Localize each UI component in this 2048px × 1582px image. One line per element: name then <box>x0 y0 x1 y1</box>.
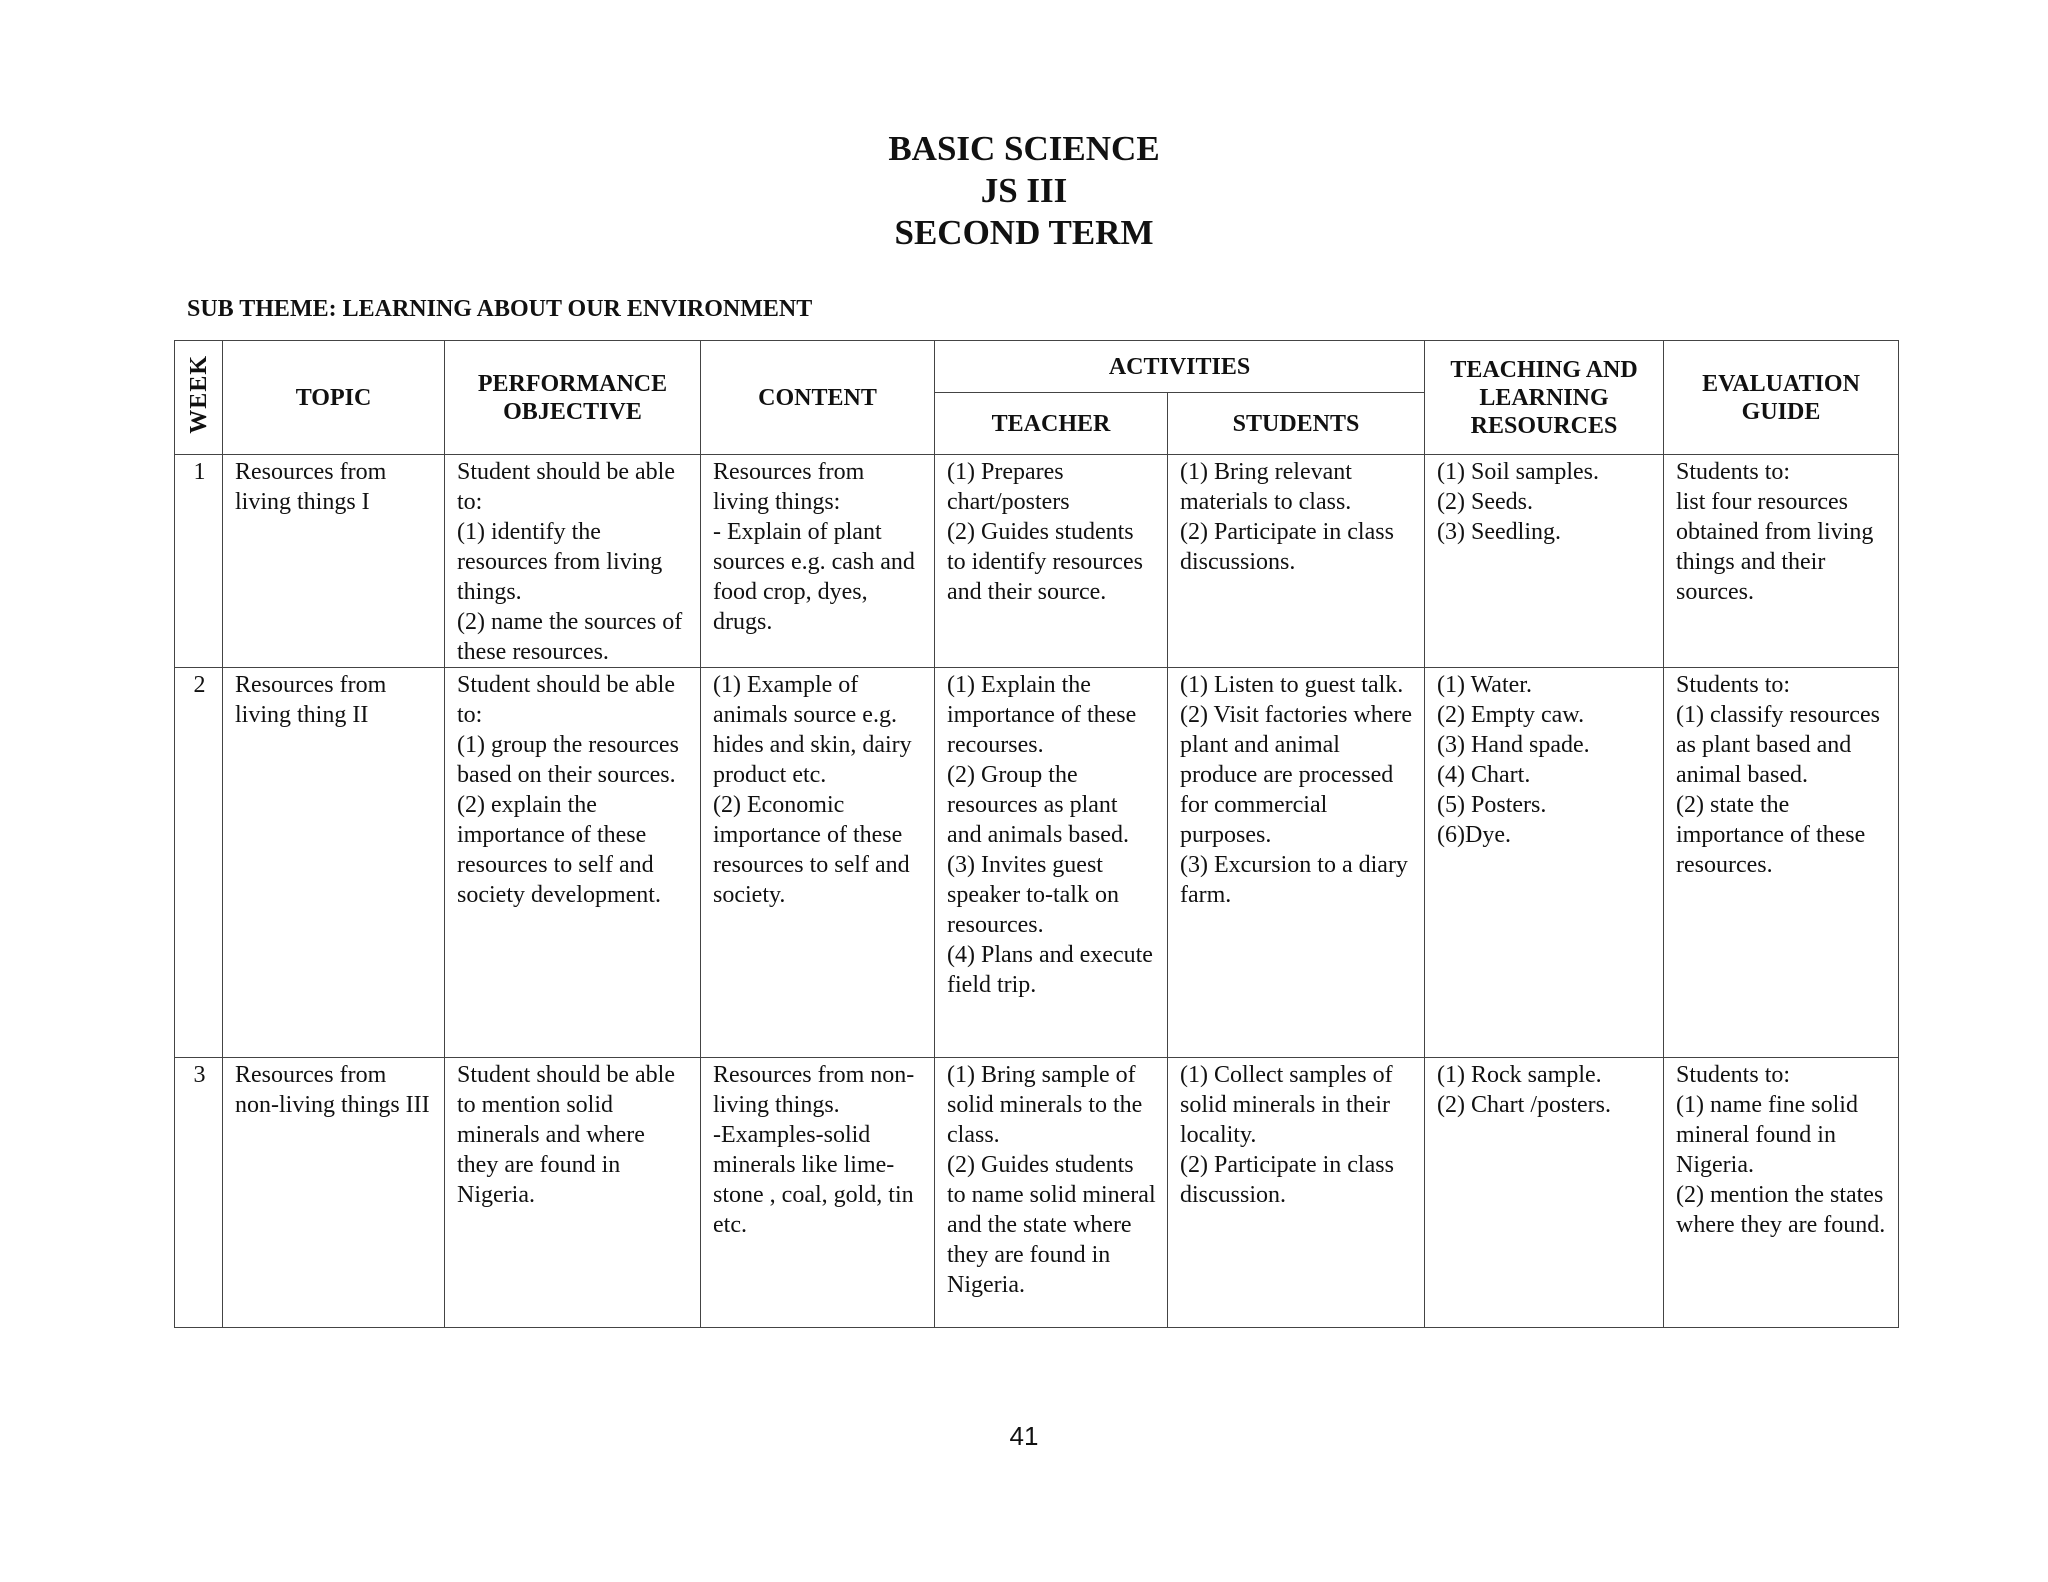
content-cell-text: Resources from living things: - Explain of plant sources e.g. cash and food crop, dyes, drugs. <box>713 459 915 635</box>
resources-cell-text: (1) Water. (2) Empty caw. (3) Hand spade. (4) Chart. (5) Posters. (6)Dye. <box>1437 672 1590 848</box>
teacher-cell-text: (1) Explain the importance of these recourses. (2) Group the resources as plant and animals based. (3) Invites guest speaker to-talk on resources. (4) Plans and execute field trip. <box>947 672 1153 998</box>
table-body <box>175 455 1899 1328</box>
content-cell <box>701 668 935 1058</box>
students-cell-text: (1) Collect samples of solid minerals in their locality. (2) Participate in class discussion. <box>1180 1062 1394 1208</box>
document-title: BASIC SCIENCE <box>888 129 1160 168</box>
subtheme-heading: SUB THEME: LEARNING ABOUT OUR ENVIRONMENT <box>187 296 813 322</box>
teacher-column-header: TEACHER <box>935 393 1168 455</box>
objective-cell-text: Student should be able to mention solid minerals and where they are found in Nigeria. <box>457 1062 675 1208</box>
activities-column-header: ACTIVITIES <box>935 341 1425 393</box>
resources-cell <box>1425 455 1664 668</box>
evaluation-cell <box>1664 455 1899 668</box>
resources-cell-text: (1) Soil samples. (2) Seeds. (3) Seedling. <box>1437 459 1600 545</box>
topic-column-header: TOPIC <box>223 341 445 455</box>
students-column-header: STUDENTS <box>1168 393 1425 455</box>
students-cell <box>1168 455 1425 668</box>
resources-cell-text: (1) Rock sample. (2) Chart /posters. <box>1437 1062 1611 1118</box>
resources-cell <box>1425 1058 1664 1328</box>
evaluation-cell-text: Students to: list four resources obtained from living things and their sources. <box>1676 459 1874 605</box>
objective-cell <box>445 455 701 668</box>
teacher-cell <box>935 668 1168 1058</box>
evaluation-cell-text: Students to: (1) classify resources as plant based and animal based. (2) state the importance of these resources. <box>1676 672 1880 878</box>
content-cell <box>701 455 935 668</box>
week-cell <box>175 1058 223 1328</box>
resources-column-header: TEACHING AND LEARNING RESOURCES <box>1425 341 1664 455</box>
objective-cell-text: Student should be able to: (1) group the resources based on their sources. (2) explain the importance of these resources to self and society development. <box>457 672 679 908</box>
teacher-cell <box>935 455 1168 668</box>
objective-column-header: PERFORMANCE OBJECTIVE <box>445 341 701 455</box>
students-cell-text: (1) Bring relevant materials to class. (2) Participate in class discussions. <box>1180 459 1394 575</box>
resources-cell <box>1425 668 1664 1058</box>
teacher-cell-text: (1) Bring sample of solid minerals to the class. (2) Guides students to name solid mineral and the state where they are found in Nigeria. <box>947 1062 1156 1298</box>
page-number: 41 <box>1009 1421 1039 1451</box>
table-row <box>175 1058 1899 1328</box>
teacher-cell-text: (1) Prepares chart/posters (2) Guides students to identify resources and their source. <box>947 459 1143 605</box>
content-column-header: CONTENT <box>701 341 935 455</box>
week-cell <box>175 668 223 1058</box>
table-row <box>175 668 1899 1058</box>
teacher-cell <box>935 1058 1168 1328</box>
week-cell <box>175 455 223 668</box>
week-cell-text: 1 <box>193 459 206 485</box>
class-level: JS III <box>980 171 1068 210</box>
objective-cell-text: Student should be able to: (1) identify the resources from living things. (2) name the sources of these resources. <box>457 459 683 665</box>
topic-cell <box>223 668 445 1058</box>
students-cell-text: (1) Listen to guest talk. (2) Visit factories where plant and animal produce are processed for commercial purposes. (3) Excursion to a diary farm. <box>1180 672 1413 908</box>
objective-cell <box>445 668 701 1058</box>
evaluation-cell <box>1664 668 1899 1058</box>
topic-cell <box>223 455 445 668</box>
week-header-label: WEEK <box>185 354 212 434</box>
evaluation-cell <box>1664 1058 1899 1328</box>
students-cell <box>1168 668 1425 1058</box>
scheme-of-work-table <box>174 340 1899 1328</box>
term-label: SECOND TERM <box>894 213 1154 252</box>
objective-cell <box>445 1058 701 1328</box>
content-cell <box>701 1058 935 1328</box>
topic-cell-text: Resources from non-living things III <box>235 1062 430 1118</box>
document-title-block <box>0 128 2048 254</box>
table-row <box>175 455 1899 668</box>
evaluation-column-header: EVALUATION GUIDE <box>1664 341 1899 455</box>
topic-cell-text: Resources from living things I <box>235 459 387 515</box>
week-column-header <box>175 341 223 455</box>
topic-cell <box>223 1058 445 1328</box>
content-cell-text: (1) Example of animals source e.g. hides and skin, dairy product etc. (2) Economic importance of these resources to self and society. <box>713 672 912 908</box>
week-cell-text: 3 <box>193 1062 206 1088</box>
evaluation-cell-text: Students to: (1) name fine solid mineral found in Nigeria. (2) mention the states where they are found. <box>1676 1062 1886 1238</box>
topic-cell-text: Resources from living thing II <box>235 672 387 728</box>
week-cell-text: 2 <box>193 672 206 698</box>
content-cell-text: Resources from non-living things. -Examples-solid minerals like lime-stone , coal, gold, tin etc. <box>713 1062 915 1238</box>
students-cell <box>1168 1058 1425 1328</box>
